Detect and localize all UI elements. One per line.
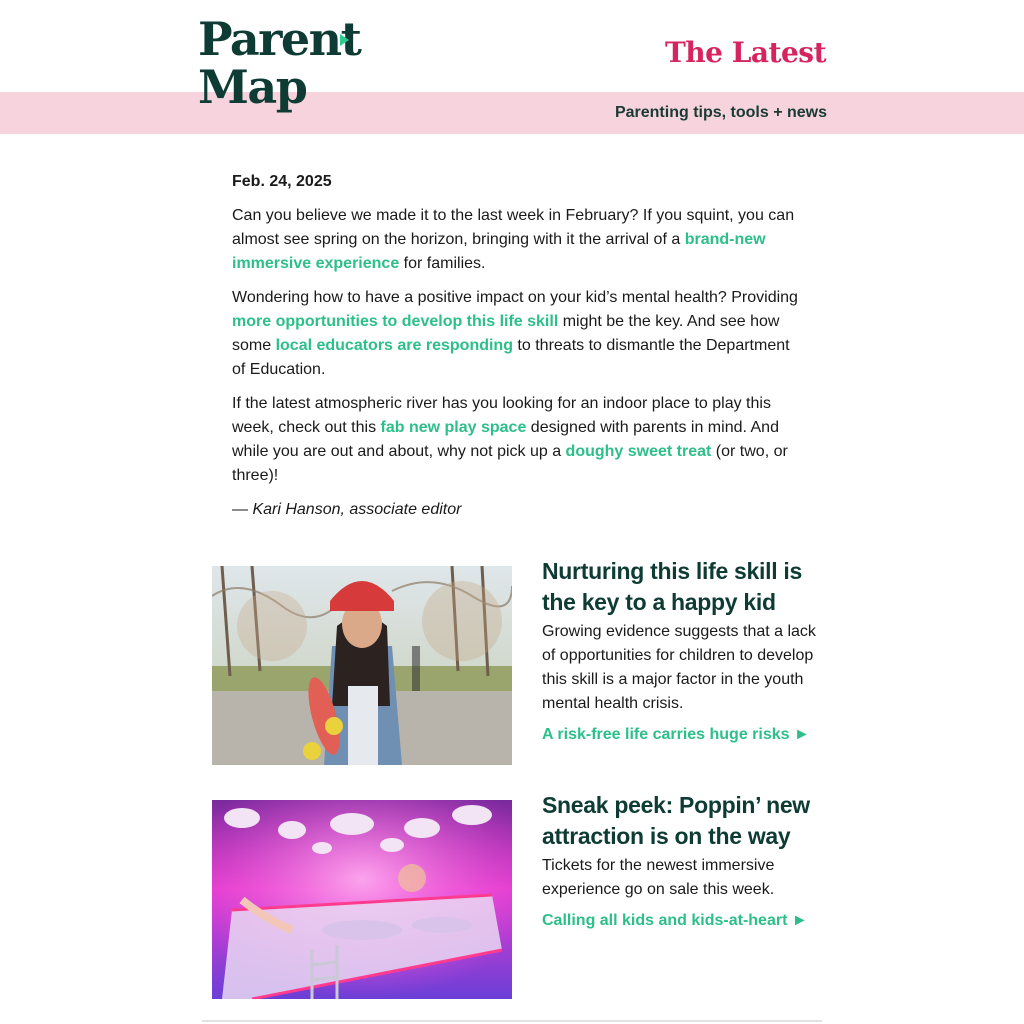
intro-text: If the latest atmospheric river has you looking for an indoor place to play this week, check out this <box>232 395 771 436</box>
intro-text: to threats to dismantle the Department of Education. <box>232 337 790 378</box>
story-title[interactable]: Nurturing this life skill is the key to a happy kid <box>542 558 802 615</box>
parentmap-logo[interactable] <box>198 12 361 126</box>
life-skill-link[interactable]: more opportunities to develop this life skill <box>232 313 559 330</box>
story-text <box>542 556 822 744</box>
logo-play-icon <box>340 34 349 46</box>
intro-paragraph-2 <box>232 286 802 382</box>
local-educators-link[interactable]: local educators are responding <box>275 337 513 354</box>
intro-text: might be the key. And see how some <box>232 313 780 354</box>
story-description: Growing evidence suggests that a lack of opportunities for children to develop this skill is a major factor in the youth mental health crisis. <box>542 623 816 712</box>
intro-section <box>232 170 802 532</box>
story-read-more-link[interactable]: A risk-free life carries huge risks ► <box>542 726 810 743</box>
immersive-experience-link[interactable]: brand-new immersive experience <box>232 231 766 272</box>
intro-text: Can you believe we made it to the last week in February? If you squint, you can almost see spring on the horizon, bringing with it the arrival of a <box>232 207 795 248</box>
intro-paragraph-1 <box>232 204 802 276</box>
intro-text: Wondering how to have a positive impact on your kid’s mental health? Providing <box>232 289 798 306</box>
logo-word-map: Map <box>198 60 307 114</box>
girl-with-skateboard-photo <box>212 566 512 765</box>
immersive-attraction-photo <box>212 800 512 999</box>
intro-text: (or two, or three)! <box>232 443 788 484</box>
story-title[interactable]: Sneak peek: Poppin’ new attraction is on the way <box>542 792 810 849</box>
intro-paragraph-3 <box>232 392 802 488</box>
logo-word-parent: Parent <box>198 12 361 66</box>
intro-text: for families. <box>399 255 486 272</box>
story-description: Tickets for the newest immersive experience go on sale this week. <box>542 857 775 898</box>
sweet-treat-link[interactable]: doughy sweet treat <box>565 443 712 460</box>
story-text <box>542 790 822 930</box>
tagline: Parenting tips, tools + news <box>614 104 827 121</box>
section-divider <box>202 1020 822 1022</box>
story-image-immersive-room[interactable] <box>212 800 512 999</box>
intro-text: designed with parents in mind. And while you are out and about, why not pick up a <box>232 419 779 460</box>
section-title: The Latest <box>664 36 826 69</box>
editor-signature: — Kari Hanson, associate editor <box>232 501 462 518</box>
story-image-girl-skateboard[interactable] <box>212 566 512 765</box>
issue-date: Feb. 24, 2025 <box>232 173 332 190</box>
story-read-more-link[interactable]: Calling all kids and kids-at-heart ► <box>542 912 808 929</box>
play-space-link[interactable]: fab new play space <box>380 419 527 436</box>
tagline-band <box>0 92 1024 134</box>
